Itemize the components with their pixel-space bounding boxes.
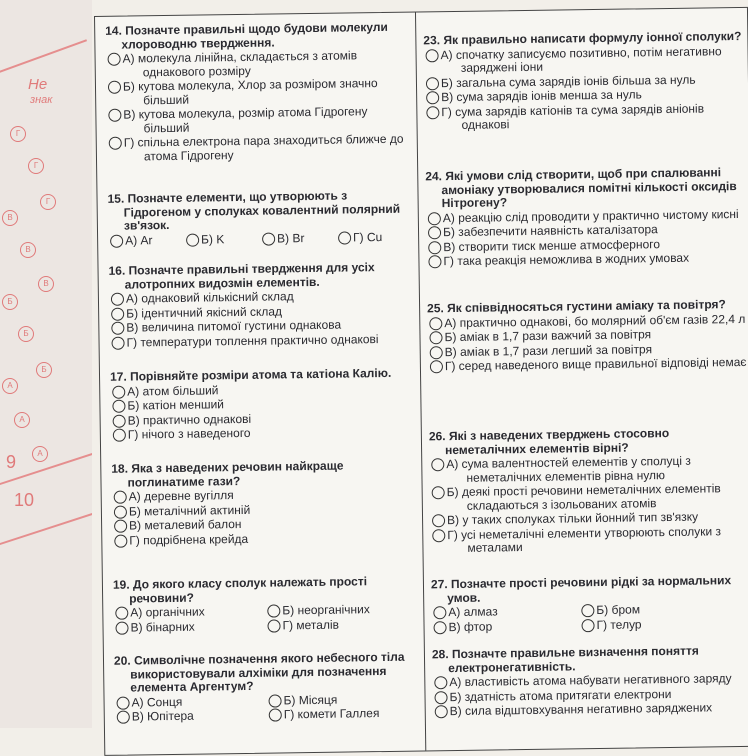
answer-options-row: [117, 707, 417, 725]
answer-bubble[interactable]: [262, 232, 275, 245]
answer-bubble[interactable]: [426, 106, 439, 119]
option-label: А) однаковий кількісний склад: [125, 289, 294, 306]
answer-bubble[interactable]: [581, 619, 594, 632]
answer-option[interactable]: [430, 356, 748, 374]
answer-bubble[interactable]: [432, 486, 445, 499]
option-label: А) алмаз: [448, 604, 498, 620]
option-label: А) молекула лінійна, складається з атомів однакового розміру: [122, 48, 358, 79]
answer-bubble[interactable]: [426, 77, 439, 90]
option-label: Б) ідентичний якісний склад: [126, 303, 283, 321]
question-14: [105, 21, 409, 164]
answer-option[interactable]: [108, 105, 408, 136]
option-label: Г) нічого з наведеного: [127, 425, 251, 442]
answer-option[interactable]: [267, 617, 407, 632]
answer-bubble[interactable]: [433, 621, 446, 634]
option-label: Б) загальна сума зарядів іонів більша за нуль: [440, 72, 696, 90]
answer-bubble[interactable]: [117, 711, 130, 724]
sheet-circle: Б: [36, 362, 52, 378]
option-label: Б) кутова молекула, Хлор за розміром значно більший: [122, 76, 378, 107]
answer-options-row: [110, 230, 410, 248]
answer-option[interactable]: [110, 233, 186, 248]
answer-bubble[interactable]: [111, 322, 124, 335]
answer-option[interactable]: [117, 709, 269, 725]
question-title: 27. Позначте прості речовини рідкі за нормальних умов.: [430, 573, 732, 605]
answer-bubble[interactable]: [108, 109, 121, 122]
answer-bubble[interactable]: [111, 307, 124, 320]
sheet-circle: Б: [2, 294, 18, 310]
option-label: В) у таких сполуках тільки йонний тип зв'язку: [446, 509, 699, 528]
answer-option[interactable]: [269, 707, 409, 722]
question-title: 23. Як правильно написати формулу іонної сполуки?: [423, 28, 742, 48]
option-label: А) властивість атома набувати негативного заряду: [449, 671, 732, 690]
answer-bubble[interactable]: [267, 619, 280, 632]
sheet-border-line: [0, 39, 87, 79]
sheet-border-line: [0, 512, 92, 551]
option-label: Г) металів: [282, 617, 340, 632]
option-label: Б) Місяця: [283, 692, 338, 707]
option-label: Б) бром: [596, 602, 641, 618]
answer-bubble[interactable]: [111, 293, 124, 306]
answer-option[interactable]: [114, 530, 414, 548]
answer-bubble[interactable]: [429, 317, 442, 330]
question-20: [114, 651, 417, 725]
sheet-number: 9: [6, 452, 17, 472]
answer-bubble[interactable]: [269, 708, 282, 721]
option-label: А) практично однакові, бо молярний об'єм газів 22,4 л: [444, 311, 746, 330]
answer-option[interactable]: [117, 694, 269, 710]
answer-bubble[interactable]: [434, 676, 447, 689]
answer-option[interactable]: [425, 44, 745, 75]
option-label: В) сума зарядів іонів менша за нуль: [441, 87, 642, 105]
question-title: 17. Порівняйте розміри атома та катіона Калію.: [109, 365, 392, 384]
option-label: В) сила відштовхування негативно заряджених: [449, 700, 713, 719]
option-label: В) фтор: [448, 619, 493, 634]
question-title: 19. До якого класу сполук належать прості речовини?: [112, 574, 368, 606]
sheet-circle: В: [20, 242, 36, 258]
answer-option[interactable]: [113, 425, 413, 443]
option-label: А) органічних: [130, 604, 205, 620]
sheet-circle: В: [38, 276, 54, 292]
option-label: В) кутова молекула, розмір атома Гідрогену більший: [123, 104, 368, 135]
answer-bubble[interactable]: [426, 91, 439, 104]
left-column: [95, 13, 426, 755]
answer-option[interactable]: [338, 230, 408, 244]
option-label: Б) неорганічних: [282, 602, 370, 618]
answer-bubble[interactable]: [117, 696, 130, 709]
sheet-text: Не: [28, 76, 48, 93]
option-label: Г) комети Галлея: [283, 706, 380, 722]
answer-options-row: [433, 616, 748, 634]
option-label: Г) Cu: [353, 229, 383, 244]
sheet-circle: Б: [18, 326, 34, 342]
option-label: Г) усі неметалічні елементи утворюють сполуки з металами: [447, 523, 722, 555]
option-label: А) Ar: [125, 232, 153, 248]
answer-options-row: [115, 617, 415, 635]
answer-option[interactable]: [115, 605, 267, 621]
option-label: Б) K: [201, 231, 225, 247]
option-label: Г) телур: [596, 616, 642, 632]
question-title: 16. Позначте правильні твердження для усіх алотропних видозмін елементів.: [108, 260, 375, 292]
answer-bubble[interactable]: [112, 385, 125, 398]
question-title: 14. Позначте правильні щодо будови молекули хлороводню твердження.: [105, 19, 388, 52]
answer-bubble[interactable]: [434, 691, 447, 704]
sheet-circle: А: [2, 378, 18, 394]
answer-bubble[interactable]: [338, 231, 351, 244]
option-label: Б) здатність атома притягати електрони: [449, 686, 672, 704]
answer-bubble[interactable]: [432, 514, 445, 527]
option-label: Г) спільна електрона пара знаходиться ближче до атома Гідрогену: [123, 131, 404, 163]
question-16: [108, 261, 411, 350]
question-23: [423, 30, 746, 133]
question-title: 20. Символічне позначення якого небесного тіла використовували алхіміки для позначення елемента Аргентум?: [113, 649, 405, 695]
sheet-circle: В: [2, 210, 18, 226]
answer-bubble[interactable]: [115, 621, 128, 634]
answer-bubble[interactable]: [108, 53, 121, 66]
answer-bubble[interactable]: [428, 226, 441, 239]
option-label: Г) така реакція неможлива в жодних умовах: [443, 250, 690, 269]
right-column: [415, 8, 748, 751]
answer-bubble[interactable]: [113, 414, 126, 427]
answer-option[interactable]: [267, 603, 407, 618]
answer-option[interactable]: [433, 604, 581, 620]
answer-bubble[interactable]: [114, 491, 127, 504]
option-label: А) атом більший: [127, 382, 219, 399]
answer-bubble[interactable]: [111, 336, 124, 349]
answer-bubble[interactable]: [109, 137, 122, 150]
option-label: А) Сонця: [131, 694, 183, 710]
answer-bubble[interactable]: [430, 360, 443, 373]
answer-bubble[interactable]: [186, 233, 199, 246]
question-17: [110, 367, 413, 443]
question-19: [113, 575, 416, 635]
answer-bubble[interactable]: [115, 607, 128, 620]
question-18: [111, 459, 414, 548]
answer-option[interactable]: [428, 251, 748, 269]
answer-bubble[interactable]: [113, 429, 126, 442]
question-title: 15. Позначте елементи, що утворюють з Гідрогеном у сполуках ковалентний полярний зв'язок.: [107, 188, 401, 233]
question-title: 18. Яка з наведених речовин найкраще поглинатиме гази?: [111, 458, 344, 490]
answer-option[interactable]: [581, 602, 721, 617]
answer-bubble[interactable]: [110, 234, 123, 247]
answer-option[interactable]: [432, 524, 748, 555]
answer-bubble[interactable]: [433, 606, 446, 619]
answer-bubble[interactable]: [268, 694, 281, 707]
answer-bubble[interactable]: [429, 331, 442, 344]
option-label: В) аміак в 1,7 рази легший за повітря: [444, 341, 653, 359]
option-label: Б) деякі прості речовини неметалічних елементів складаються з ізольованих атомів: [446, 481, 721, 513]
option-label: Б) забезпечити наявність каталізатора: [442, 222, 658, 240]
answer-bubble[interactable]: [425, 49, 438, 62]
answer-bubble[interactable]: [581, 604, 594, 617]
question-26: [429, 426, 748, 556]
answer-bubble[interactable]: [435, 705, 448, 718]
option-label: А) спочатку записуємо позитивно, потім негативно заряджені іони: [440, 43, 722, 75]
question-15: [107, 189, 410, 248]
answer-bubble[interactable]: [430, 346, 443, 359]
sheet-circle: Г: [10, 126, 26, 142]
answer-option[interactable]: [426, 101, 746, 132]
sheet-circle: А: [32, 446, 48, 462]
answer-option[interactable]: [268, 692, 408, 707]
answer-option[interactable]: [581, 617, 721, 632]
option-label: А) деревне вугілля: [128, 488, 234, 504]
answer-sheet: [0, 0, 92, 728]
answer-option[interactable]: [433, 619, 581, 635]
option-label: Г) подрібнена крейда: [129, 531, 249, 548]
answer-bubble[interactable]: [428, 255, 441, 268]
option-label: А) реакцію слід проводити у практично чистому кисні: [442, 206, 739, 225]
answer-option[interactable]: [115, 619, 267, 635]
sheet-circle: Г: [28, 158, 44, 174]
answer-bubble[interactable]: [108, 81, 121, 94]
answer-option[interactable]: [108, 49, 408, 80]
option-label: В) практично однакові: [127, 411, 252, 428]
answer-bubble[interactable]: [112, 400, 125, 413]
option-label: Б) катіон менший: [127, 397, 225, 413]
option-label: А) сума валентностей елементів у сполуці з неметалічних елементів рівна нулю: [446, 453, 691, 485]
sheet-number: 10: [14, 490, 35, 510]
answer-bubble[interactable]: [267, 604, 280, 617]
option-label: Б) металічний актиній: [128, 502, 251, 519]
option-label: В) створити тиск менше атмосферного: [443, 236, 661, 254]
answer-bubble[interactable]: [114, 505, 127, 518]
answer-option[interactable]: [109, 133, 409, 164]
answer-bubble[interactable]: [428, 241, 441, 254]
option-label: В) величина питомої густини однакова: [126, 317, 342, 335]
sheet-circle: Г: [40, 194, 56, 210]
test-page: [94, 7, 748, 756]
question-title: 26. Які з наведених тверджень стосовно неметалічних елементів вірні?: [428, 426, 670, 457]
option-label: Г) серед наведеного вище правильної відповіді немає: [444, 354, 747, 374]
question-title: 28. Позначте правильне визначення поняття електронегативність.: [431, 643, 699, 675]
answer-bubble[interactable]: [431, 458, 444, 471]
question-27: [431, 574, 748, 634]
answer-option[interactable]: [435, 701, 748, 719]
answer-bubble[interactable]: [114, 520, 127, 533]
answer-bubble[interactable]: [432, 529, 445, 542]
question-28: [432, 644, 748, 719]
option-label: Г) температури топлення практично однакові: [126, 331, 379, 350]
answer-bubble[interactable]: [428, 212, 441, 225]
option-label: Г) сума зарядів катіонів та сума зарядів аніонів однакові: [441, 100, 705, 132]
answer-option[interactable]: [432, 482, 748, 513]
option-label: В) Юпітера: [131, 708, 194, 724]
option-label: В) металевий балон: [129, 516, 242, 533]
question-title: 25. Як співвідносяться густини аміаку та повітря?: [427, 297, 726, 316]
sheet-text: знак: [30, 94, 53, 106]
question-25: [427, 298, 748, 374]
question-title: 24. Які умови слід створити, щоб при спалюванні амоніаку утворювалися помітні кількості оксидів Нітрогену?: [425, 165, 737, 211]
option-label: Б) аміак в 1,7 рази важчий за повітря: [444, 327, 652, 345]
question-24: [425, 166, 748, 269]
answer-option[interactable]: [108, 77, 408, 108]
option-label: В) бінарних: [130, 619, 195, 635]
answer-option[interactable]: [262, 231, 338, 246]
option-label: В) Br: [277, 230, 305, 245]
answer-option[interactable]: [186, 232, 262, 247]
sheet-circle: А: [14, 412, 30, 428]
answer-bubble[interactable]: [114, 534, 127, 547]
answer-option[interactable]: [111, 332, 411, 350]
